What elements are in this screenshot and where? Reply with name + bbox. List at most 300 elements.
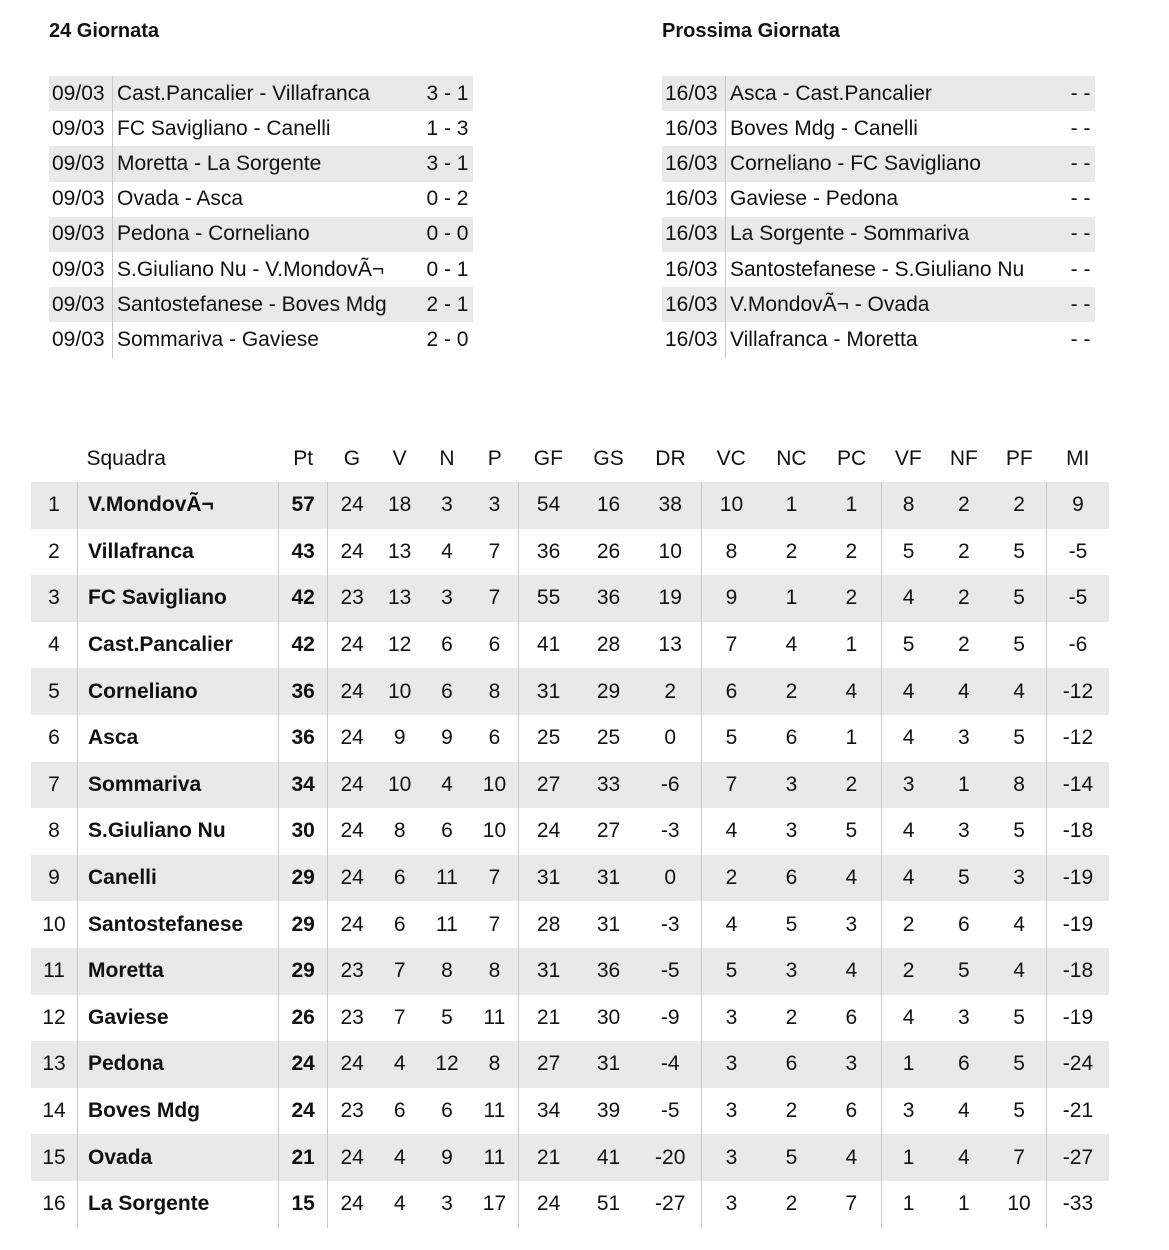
- wins-cell: 6: [376, 855, 423, 902]
- away-draws-cell: 2: [957, 539, 970, 563]
- position-cell: 6: [31, 715, 78, 762]
- home-wins-cell: 8: [725, 539, 738, 563]
- table-row: [31, 762, 1109, 809]
- next-round-title: Prossima Giornata: [662, 20, 840, 42]
- header-pt: Pt: [293, 447, 314, 470]
- header-position: [31, 436, 78, 482]
- table-row: [31, 529, 1109, 576]
- losses-cell: 11: [471, 1134, 519, 1181]
- match-date: 09/03: [49, 76, 113, 111]
- wins-cell: 4: [376, 1134, 423, 1181]
- home-wins-cell: 9: [702, 575, 761, 622]
- position-cell: 12: [31, 995, 78, 1042]
- played-cell: 24: [328, 482, 376, 529]
- home-wins-cell: 3: [725, 1192, 738, 1216]
- goals-against-cell: 25: [596, 726, 621, 750]
- wins-cell: 10: [376, 762, 423, 809]
- match-score: - -: [1070, 257, 1091, 281]
- home-losses-cell: 6: [822, 1088, 881, 1135]
- home-losses-cell: 1: [822, 622, 881, 669]
- goals-against-cell: 36: [578, 575, 639, 622]
- away-wins-cell: 4: [881, 668, 935, 715]
- home-draws-cell: 6: [761, 855, 822, 902]
- draws-cell: 6: [441, 819, 453, 843]
- goal-difference-cell: 0: [639, 855, 701, 902]
- match-teams: Villafranca - Moretta: [730, 327, 918, 351]
- away-draws-cell: 6: [935, 1041, 992, 1088]
- table-row: [31, 995, 1109, 1042]
- wins-cell: 7: [393, 1005, 406, 1029]
- table-row: [31, 575, 1109, 622]
- away-wins-cell: 1: [881, 1134, 935, 1181]
- team-name-cell: FC Savigliano: [78, 575, 279, 622]
- draws-cell: 6: [423, 668, 470, 715]
- draws-cell: 6: [441, 633, 453, 657]
- home-wins-cell: 10: [702, 482, 761, 529]
- away-wins-cell: 4: [881, 855, 935, 902]
- goal-difference-cell: -20: [639, 1134, 701, 1181]
- position-cell: 8: [31, 808, 78, 855]
- losses-cell: 10: [471, 808, 519, 855]
- match-date: 16/03: [662, 182, 726, 217]
- table-row: [31, 1134, 1109, 1181]
- home-losses-cell: 3: [822, 901, 881, 948]
- match-row: [49, 252, 473, 287]
- home-losses-cell: 1: [822, 482, 881, 529]
- home-draws-cell: 2: [785, 539, 798, 563]
- away-draws-cell: 3: [957, 726, 970, 750]
- team-name-cell: Canelli: [78, 855, 279, 902]
- team-name-cell: S.Giuliano Nu: [78, 808, 279, 855]
- goals-against-cell: 30: [596, 1005, 621, 1029]
- goal-difference-cell: -3: [639, 808, 701, 855]
- away-draws-cell: 2: [935, 482, 992, 529]
- home-losses-cell: 5: [822, 808, 881, 855]
- mi-cell: -5: [1046, 575, 1109, 622]
- draws-cell: 5: [441, 1005, 453, 1029]
- match-date: 16/03: [662, 76, 726, 111]
- goals-against-cell: 31: [578, 855, 639, 902]
- home-draws-cell: 6: [761, 1041, 822, 1088]
- away-wins-cell: 8: [881, 482, 935, 529]
- table-row: [31, 482, 1109, 529]
- match-score: - -: [1070, 327, 1091, 351]
- position-cell: 2: [31, 529, 78, 576]
- position-cell: 5: [31, 668, 78, 715]
- match-row: [662, 146, 1095, 181]
- mi-cell: -12: [1046, 668, 1109, 715]
- match-date: 16/03: [662, 217, 726, 252]
- away-wins-cell: 1: [881, 1041, 935, 1088]
- header-n: N: [439, 447, 455, 470]
- draws-cell: 12: [423, 1041, 470, 1088]
- position-cell: 13: [31, 1041, 78, 1088]
- points-cell: 24: [279, 1088, 328, 1135]
- team-name-cell: Ovada: [78, 1134, 279, 1181]
- header-nc: NC: [776, 447, 807, 470]
- current-round-title: 24 Giornata: [49, 20, 160, 42]
- away-draws-cell: 3: [957, 1005, 970, 1029]
- goals-for-cell: 34: [536, 1099, 561, 1123]
- goals-for-cell: 21: [519, 1134, 578, 1181]
- match-score: - -: [1047, 217, 1095, 252]
- header-nf: NF: [949, 447, 978, 470]
- team-name-cell: Sommariva: [78, 762, 279, 809]
- away-draws-cell: 2: [957, 633, 970, 657]
- match-date: 09/03: [49, 217, 113, 252]
- home-losses-cell: 4: [822, 948, 881, 995]
- points-cell: 36: [279, 668, 328, 715]
- losses-cell: 11: [471, 995, 519, 1042]
- header-mi: MI: [1066, 447, 1090, 470]
- match-date: 09/03: [49, 182, 113, 217]
- home-draws-cell: 5: [761, 1134, 822, 1181]
- goals-against-cell: 41: [578, 1134, 639, 1181]
- points-cell: 26: [279, 995, 328, 1042]
- match-teams: Santostefanese - S.Giuliano Nu: [730, 257, 1025, 281]
- home-draws-cell: 4: [785, 633, 798, 657]
- mi-cell: -14: [1046, 762, 1109, 809]
- away-wins-cell: 2: [902, 912, 915, 936]
- played-cell: 24: [340, 633, 364, 657]
- team-name-cell: Asca: [78, 715, 279, 762]
- home-wins-cell: 7: [702, 762, 761, 809]
- home-losses-cell: 7: [822, 1181, 881, 1228]
- home-draws-cell: 3: [785, 819, 798, 843]
- match-date: 16/03: [662, 287, 726, 322]
- away-draws-cell: 6: [957, 912, 970, 936]
- draws-cell: 4: [423, 762, 470, 809]
- position-cell: 4: [31, 622, 78, 669]
- home-losses-cell: 2: [822, 529, 881, 576]
- mi-cell: -19: [1062, 1005, 1094, 1029]
- table-row: [31, 855, 1109, 902]
- home-losses-cell: 2: [822, 575, 881, 622]
- goal-difference-cell: -5: [639, 1088, 701, 1135]
- position-cell: 15: [31, 1134, 78, 1181]
- wins-cell: 18: [376, 482, 423, 529]
- wins-cell: 13: [388, 539, 412, 563]
- goals-for-cell: 24: [536, 1192, 561, 1216]
- home-wins-cell: 5: [702, 948, 761, 995]
- draws-cell: 4: [441, 539, 453, 563]
- losses-cell: 8: [471, 948, 519, 995]
- match-row: [49, 76, 473, 111]
- match-date: 16/03: [662, 146, 726, 181]
- header-gs: GS: [593, 447, 624, 470]
- home-draws-cell: 2: [785, 1192, 798, 1216]
- table-row: [31, 1181, 1109, 1228]
- away-draws-cell: 4: [935, 668, 992, 715]
- goals-against-cell: 27: [596, 819, 621, 843]
- draws-cell: 3: [423, 482, 470, 529]
- position-cell: 10: [31, 901, 78, 948]
- header-gf: GF: [533, 447, 563, 470]
- header-pc: PC: [837, 447, 867, 470]
- played-cell: 24: [340, 912, 364, 936]
- points-cell: 24: [279, 1041, 328, 1088]
- home-draws-cell: 2: [785, 1005, 798, 1029]
- home-losses-cell: 4: [822, 1134, 881, 1181]
- away-losses-cell: 7: [992, 1134, 1046, 1181]
- match-date: 16/03: [662, 252, 726, 287]
- match-row: [49, 322, 473, 357]
- away-draws-cell: 4: [957, 1099, 970, 1123]
- match-date: 16/03: [662, 111, 726, 146]
- match-teams: Ovada - Asca: [117, 187, 244, 211]
- points-cell: 36: [279, 715, 328, 762]
- draws-cell: 3: [423, 575, 470, 622]
- match-row: [662, 322, 1095, 357]
- match-row: [49, 182, 473, 217]
- goal-difference-cell: -3: [639, 901, 701, 948]
- draws-cell: 11: [423, 855, 470, 902]
- match-teams: Pedona - Corneliano: [113, 217, 407, 252]
- match-score: - -: [1047, 146, 1095, 181]
- match-score: - -: [1070, 116, 1091, 140]
- match-score: 3 - 1: [407, 146, 473, 181]
- points-cell: 29: [279, 855, 328, 902]
- team-name-cell: Cast.Pancalier: [78, 622, 279, 669]
- wins-cell: 9: [393, 726, 406, 750]
- match-teams: Corneliano - FC Savigliano: [726, 146, 1047, 181]
- mi-cell: -6: [1068, 633, 1088, 657]
- goal-difference-cell: -4: [639, 1041, 701, 1088]
- goals-against-cell: 29: [578, 668, 639, 715]
- losses-cell: 7: [471, 855, 519, 902]
- goals-for-cell: 36: [536, 539, 561, 563]
- goals-for-cell: 21: [536, 1005, 561, 1029]
- points-cell: 30: [279, 808, 328, 855]
- wins-cell: 12: [388, 633, 412, 657]
- losses-cell: 10: [471, 762, 519, 809]
- away-losses-cell: 4: [992, 948, 1046, 995]
- match-teams: Santostefanese - Boves Mdg: [113, 287, 407, 322]
- played-cell: 23: [340, 1005, 364, 1029]
- home-wins-cell: 7: [725, 633, 738, 657]
- team-name-cell: Santostefanese: [78, 901, 279, 948]
- match-teams: S.Giuliano Nu - V.MondovÃ¬: [117, 257, 385, 281]
- match-teams: Asca - Cast.Pancalier: [726, 76, 1047, 111]
- table-row: [31, 1088, 1109, 1135]
- home-wins-cell: 2: [702, 855, 761, 902]
- goal-difference-cell: 38: [639, 482, 701, 529]
- points-cell: 43: [279, 529, 328, 576]
- match-row: [662, 287, 1095, 322]
- match-row: [662, 76, 1095, 111]
- losses-cell: 7: [471, 575, 519, 622]
- mi-cell: -18: [1062, 819, 1094, 843]
- away-losses-cell: 3: [992, 855, 1046, 902]
- match-score: - -: [1070, 187, 1091, 211]
- header-g: G: [343, 447, 361, 470]
- goals-for-cell: 54: [519, 482, 578, 529]
- away-wins-cell: 4: [881, 575, 935, 622]
- mi-cell: -33: [1062, 1192, 1094, 1216]
- home-wins-cell: 4: [725, 912, 738, 936]
- losses-cell: 8: [471, 668, 519, 715]
- match-teams: Moretta - La Sorgente: [113, 146, 407, 181]
- home-wins-cell: 5: [725, 726, 738, 750]
- team-name-cell: Moretta: [78, 948, 279, 995]
- match-row: [49, 287, 473, 322]
- table-row: [31, 901, 1109, 948]
- match-teams: Cast.Pancalier - Villafranca: [113, 76, 407, 111]
- home-draws-cell: 3: [761, 948, 822, 995]
- goals-for-cell: 24: [536, 819, 561, 843]
- table-row: [31, 668, 1109, 715]
- draws-cell: 9: [441, 726, 453, 750]
- goal-difference-cell: -9: [639, 995, 701, 1042]
- away-losses-cell: 5: [992, 622, 1046, 669]
- header-vf: VF: [894, 447, 922, 470]
- match-teams: Boves Mdg - Canelli: [730, 116, 918, 140]
- points-cell: 57: [279, 482, 328, 529]
- home-losses-cell: 2: [822, 762, 881, 809]
- draws-cell: 11: [436, 912, 458, 936]
- goal-difference-cell: -27: [639, 1181, 701, 1228]
- match-teams: FC Savigliano - Canelli: [117, 116, 331, 140]
- team-name-cell: La Sorgente: [78, 1181, 279, 1228]
- header-p: P: [487, 447, 502, 470]
- goals-for-cell: 31: [519, 855, 578, 902]
- match-teams: La Sorgente - Sommariva: [726, 217, 1047, 252]
- position-cell: 1: [31, 482, 78, 529]
- away-losses-cell: 2: [992, 482, 1046, 529]
- home-wins-cell: 3: [702, 1134, 761, 1181]
- draws-cell: 9: [423, 1134, 470, 1181]
- played-cell: 24: [340, 539, 364, 563]
- losses-cell: 8: [471, 1041, 519, 1088]
- losses-cell: 17: [471, 1181, 519, 1228]
- played-cell: 24: [340, 726, 364, 750]
- mi-cell: -27: [1046, 1134, 1109, 1181]
- goals-against-cell: 16: [578, 482, 639, 529]
- wins-cell: 10: [376, 668, 423, 715]
- match-date: 09/03: [49, 111, 113, 146]
- goals-for-cell: 27: [519, 1041, 578, 1088]
- away-losses-cell: 10: [992, 1181, 1046, 1228]
- away-losses-cell: 8: [992, 762, 1046, 809]
- match-date: 09/03: [49, 146, 113, 181]
- mi-cell: -18: [1046, 948, 1109, 995]
- match-teams: V.MondovÃ¬ - Ovada: [726, 287, 1047, 322]
- header-dr: DR: [655, 447, 686, 470]
- home-draws-cell: 1: [761, 482, 822, 529]
- played-cell: 23: [328, 575, 376, 622]
- played-cell: 23: [340, 1099, 364, 1123]
- losses-cell: 6: [471, 715, 519, 762]
- match-score: - -: [1047, 76, 1095, 111]
- home-draws-cell: 2: [761, 668, 822, 715]
- table-row: [31, 622, 1109, 669]
- home-losses-cell: 1: [822, 715, 881, 762]
- goals-against-cell: 31: [596, 912, 621, 936]
- header-v: V: [392, 447, 407, 470]
- match-score: - -: [1047, 287, 1095, 322]
- home-wins-cell: 4: [725, 819, 738, 843]
- team-name-cell: Boves Mdg: [78, 1088, 279, 1135]
- away-draws-cell: 5: [935, 855, 992, 902]
- wins-cell: 13: [376, 575, 423, 622]
- goals-for-cell: 31: [519, 948, 578, 995]
- away-losses-cell: 5: [992, 1041, 1046, 1088]
- away-losses-cell: 5: [992, 529, 1046, 576]
- goals-against-cell: 33: [578, 762, 639, 809]
- goals-against-cell: 31: [578, 1041, 639, 1088]
- mi-cell: -21: [1062, 1099, 1094, 1123]
- away-wins-cell: 5: [902, 539, 915, 563]
- home-wins-cell: 3: [725, 1005, 738, 1029]
- next-round-fixtures: [662, 76, 1095, 358]
- goal-difference-cell: -6: [639, 762, 701, 809]
- played-cell: 24: [328, 1041, 376, 1088]
- current-round-results: [49, 76, 473, 358]
- table-row: [31, 715, 1109, 762]
- away-losses-cell: 5: [992, 808, 1046, 855]
- match-score: 1 - 3: [426, 116, 469, 140]
- away-losses-cell: 5: [992, 995, 1046, 1042]
- away-draws-cell: 4: [935, 1134, 992, 1181]
- header-pf: PF: [1005, 447, 1033, 470]
- points-cell: 34: [279, 762, 328, 809]
- goals-for-cell: 27: [519, 762, 578, 809]
- standings-header-row: [31, 436, 1109, 482]
- away-losses-cell: 5: [992, 715, 1046, 762]
- goals-for-cell: 28: [536, 912, 561, 936]
- goals-against-cell: 28: [596, 633, 621, 657]
- match-row: [662, 252, 1095, 287]
- goals-for-cell: 25: [536, 726, 561, 750]
- table-row: [31, 948, 1109, 995]
- match-score: 0 - 0: [407, 217, 473, 252]
- draws-cell: 6: [441, 1099, 453, 1123]
- home-draws-cell: 2: [785, 1099, 798, 1123]
- goals-for-cell: 41: [536, 633, 561, 657]
- draws-cell: 8: [423, 948, 470, 995]
- goal-difference-cell: -5: [639, 948, 701, 995]
- position-cell: 7: [31, 762, 78, 809]
- team-name-cell: Corneliano: [78, 668, 279, 715]
- wins-cell: 4: [393, 1192, 406, 1216]
- away-wins-cell: 3: [902, 1099, 915, 1123]
- goal-difference-cell: 13: [639, 622, 701, 669]
- match-teams: Sommariva - Gaviese: [117, 327, 319, 351]
- away-losses-cell: 5: [992, 575, 1046, 622]
- away-draws-cell: 3: [957, 819, 970, 843]
- match-row: [49, 217, 473, 252]
- goals-for-cell: 55: [519, 575, 578, 622]
- draws-cell: 3: [441, 1192, 453, 1216]
- match-row: [662, 182, 1095, 217]
- played-cell: 24: [340, 1192, 364, 1216]
- match-score: 2 - 1: [407, 287, 473, 322]
- played-cell: 24: [328, 1134, 376, 1181]
- away-draws-cell: 1: [935, 762, 992, 809]
- away-wins-cell: 5: [902, 633, 915, 657]
- match-date: 09/03: [49, 252, 113, 287]
- goals-against-cell: 36: [578, 948, 639, 995]
- mi-cell: -19: [1046, 855, 1109, 902]
- away-draws-cell: 1: [957, 1192, 970, 1216]
- match-score: 0 - 2: [426, 187, 469, 211]
- points-cell: 42: [279, 622, 328, 669]
- points-cell: 29: [279, 948, 328, 995]
- home-draws-cell: 6: [785, 726, 798, 750]
- wins-cell: 7: [376, 948, 423, 995]
- wins-cell: 6: [393, 912, 406, 936]
- match-score: 3 - 1: [407, 76, 473, 111]
